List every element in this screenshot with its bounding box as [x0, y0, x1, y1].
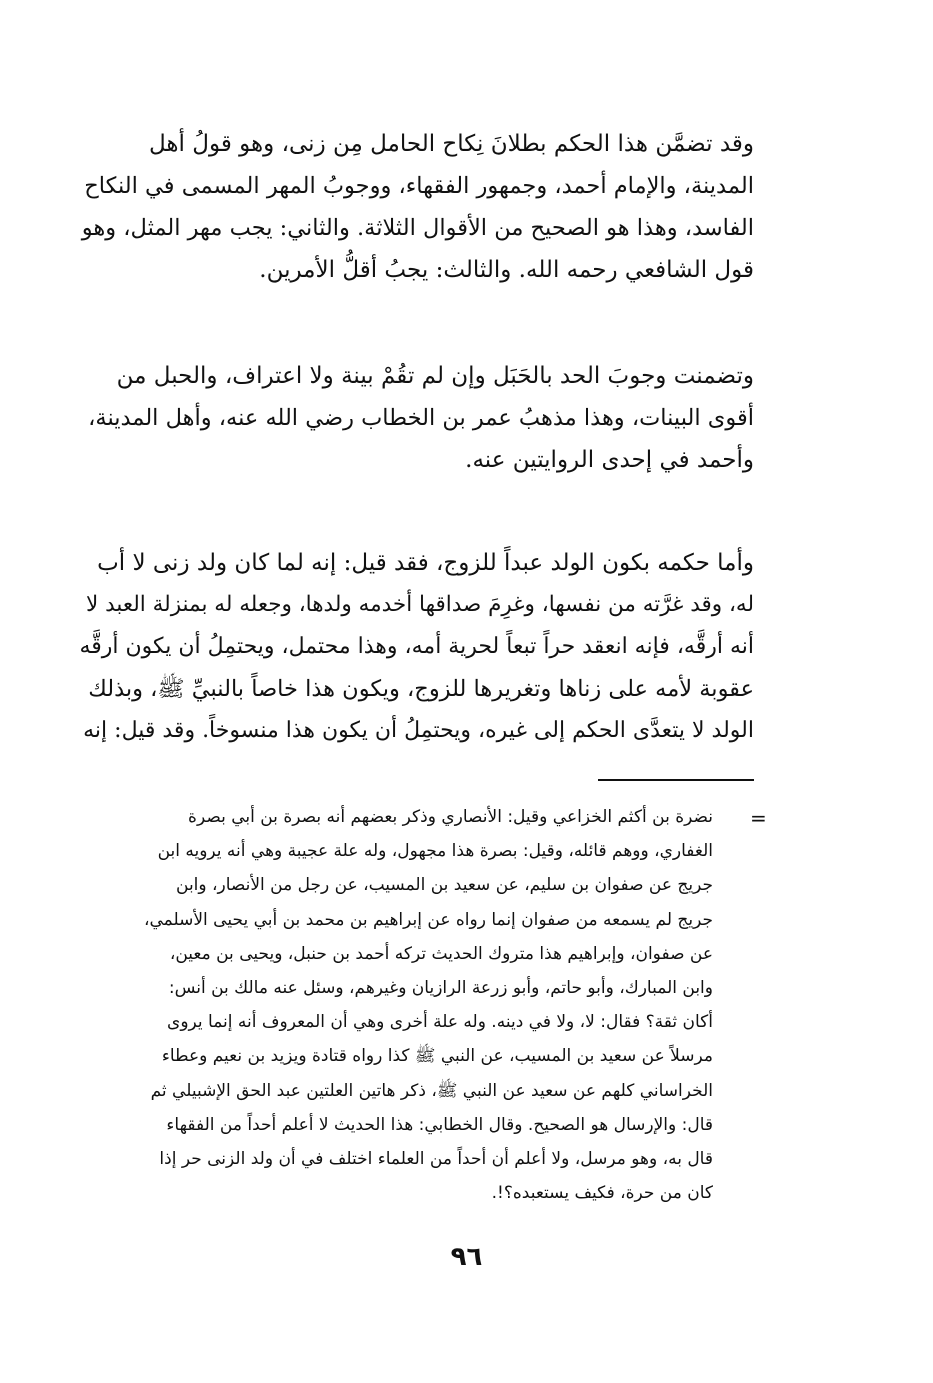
footnote-line: كان من حرة، فكيف يستعبده؟!. — [491, 1183, 713, 1204]
text-line: وقد تضمَّن هذا الحكم بطلانَ نِكاح الحامل مِن زنى، وهو قولُ أهل — [149, 131, 754, 157]
footnote-line: قال به، وهو مرسل، ولا أعلم أن أحداً من العلماء اختلف في أن ولد الزنى حر إذا — [159, 1149, 713, 1170]
footnote-line: جريج عن صفوان بن سليم، عن سعيد بن المسيب، عن رجل من الأنصار، وابن — [176, 875, 713, 896]
footnote-line: الغفاري، ووهم قائله، وقيل: بصرة هذا مجهول، وله علة عجيبة وهي أنه يرويه ابن — [157, 841, 713, 862]
text-line: الفاسد، وهذا هو الصحيح من الأقوال الثلاثة. والثاني: يجب مهر المثل، وهو — [81, 215, 754, 241]
text-line: وأحمد في إحدى الروايتين عنه. — [465, 447, 754, 473]
text-line: أقوى البينات، وهذا مذهبُ عمر بن الخطاب رضي الله عنه، وأهل المدينة، — [88, 405, 754, 431]
paragraph-1 — [78, 123, 754, 291]
footnote-line: نضرة بن أكثم الخزاعي وقيل: الأنصاري وذكر بعضهم أنه بصرة بن أبي بصرة — [188, 807, 713, 827]
text-line: المدينة، والإمام أحمد، وجمهور الفقهاء، ووجوبُ المهر المسمى في النكاح — [84, 173, 754, 199]
footnote-line: عن صفوان، وإبراهيم هذا متروك الحديث تركه أحمد بن حنبل، ويحيى بن معين، — [169, 943, 713, 964]
paragraph-2 — [78, 355, 754, 481]
footnote-line: مرسلاً عن سعيد بن المسيب، عن النبي ﷺ كذا رواه قتادة ويزيد بن نعيم وعطاء — [161, 1046, 713, 1067]
page-number: ٩٦ — [450, 1242, 483, 1272]
footnote — [78, 800, 713, 1210]
text-line: الولد لا يتعدَّى الحكم إلى غيره، ويحتمِلُ أن يكون هذا منسوخاً. وقد قيل: إنه — [83, 718, 754, 743]
footnote-line: جريج لم يسمعه من صفوان إنما رواه عن إبراهيم بن محمد بن أبي يحيى الأسلمي، — [144, 909, 713, 930]
footnote-line: قال: والإرسال هو الصحيح. وقال الخطابي: هذا الحديث لا أعلم أحداً من الفقهاء — [166, 1114, 713, 1135]
text-line: وتضمنت وجوبَ الحد بالحَبَل وإن لم تقُمْ بينة ولا اعتراف، والحبل من — [116, 363, 754, 389]
footnote-separator — [598, 779, 754, 781]
text-line: له، وقد غرَّته من نفسها، وغرِمَ صداقها أخدمه ولدها، وجعله له بمنزلة العبد لا — [86, 592, 754, 617]
text-line: أنه أرقَّه، فإنه انعقد حراً تبعاً لحرية أمه، وهذا محتمل، ويحتمِلُ أن يكون أرقَّه — [79, 634, 754, 659]
footnote-line: الخراساني كلهم عن سعيد عن النبي ﷺ، ذكر هاتين العلتين عبد الحق الإشبيلي ثم — [150, 1080, 713, 1101]
paragraph-3 — [78, 542, 754, 752]
footnote-line: أكان ثقة؟ فقال: لا، ولا في دينه. وله علة أخرى وهي أن المعروف أنه إنما يروى — [167, 1012, 713, 1033]
footnote-line: وابن المبارك، وأبو حاتم، وأبو زرعة الرازيان وغيرهم، وسئل عنه مالك بن أنس: — [168, 978, 713, 999]
footnote-continuation-mark: = — [750, 806, 767, 830]
text-line: عقوبة لأمه على زناها وتغريرها للزوج، ويكون هذا خاصاً بالنبيِّ ﷺ، وبذلك — [88, 676, 754, 702]
text-line: قول الشافعي رحمه الله. والثالث: يجبُ أقلُّ الأمرين. — [259, 257, 754, 283]
text-line: وأما حكمه بكون الولد عبداً للزوج، فقد قيل: إنه لما كان ولد زنى لا أب — [97, 550, 754, 576]
